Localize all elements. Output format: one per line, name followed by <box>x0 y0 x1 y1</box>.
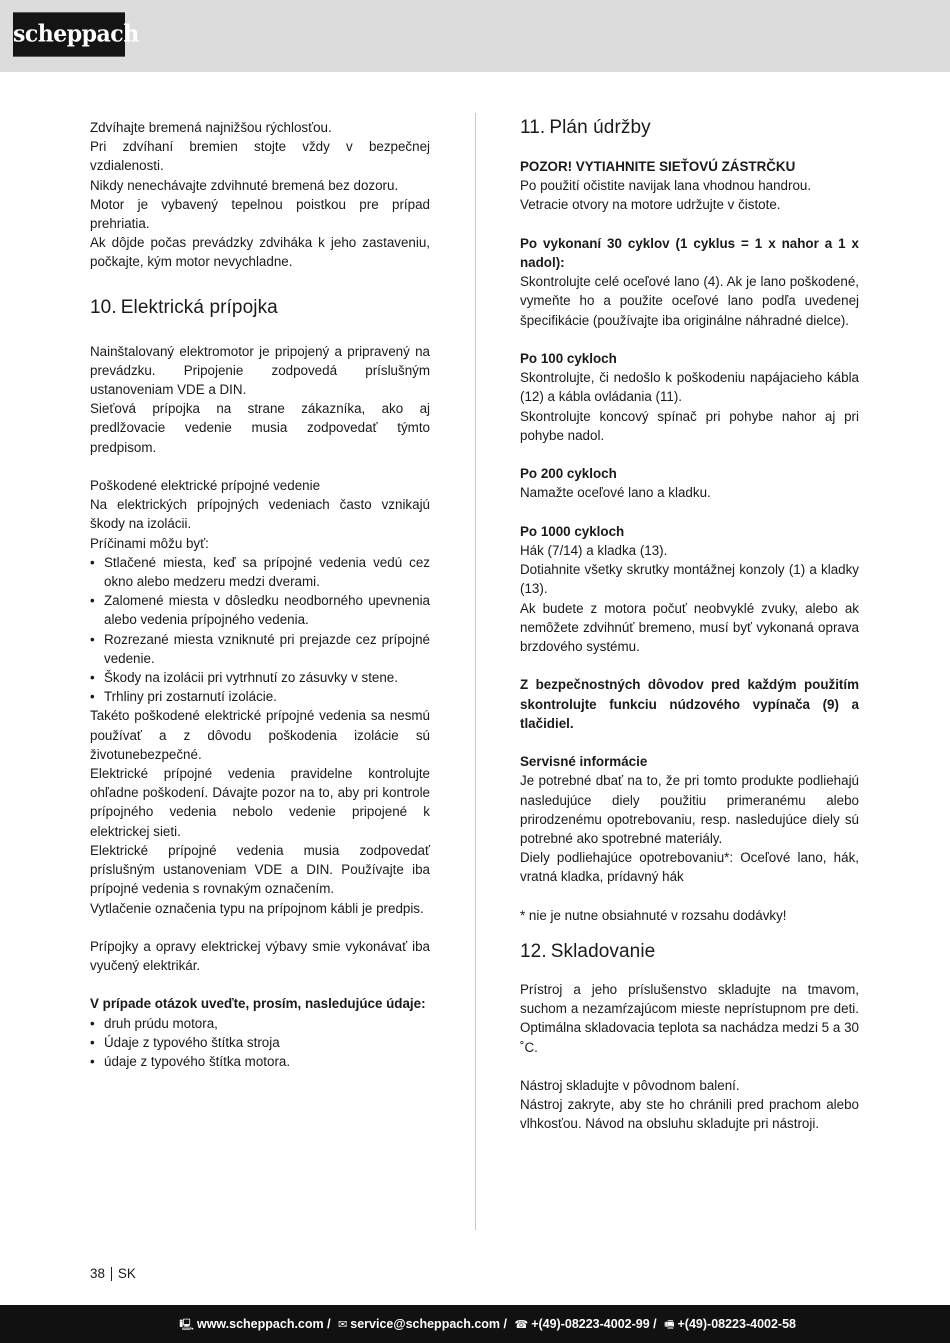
section-number: 12. <box>520 941 547 963</box>
paragraph: Nainštalovaný elektromotor je pripojený a pripravený na prevádzku. Pripojenie zodpovedá príslušným ustanoveniam VDE a DIN. <box>90 343 430 398</box>
section-title: Skladovanie <box>550 941 656 963</box>
page-number <box>90 1265 136 1283</box>
paragraph: Vetracie otvory na motore udržujte v čistote. <box>520 197 781 213</box>
list-item: • Rozrezané miesta vzniknuté pri prejazde cez prípojné vedenie. <box>90 630 430 668</box>
paragraph: Nástroj skladujte v pôvodnom balení. <box>520 1078 740 1094</box>
intro-line: Ak dôjde počas prevádzky zdviháka k jeho zastaveniu, počkajte, kým motor nevychladne. <box>90 235 430 270</box>
list-item: • Škody na izolácii pri vytrhnutí zo zásuvky v stene. <box>90 668 430 687</box>
paragraph: Skontrolujte koncový spínač pri pohybe nahor aj pri pohybe nadol. <box>520 408 859 443</box>
paragraph: Po použití očistite navijak lana vhodnou handrou. <box>520 178 812 194</box>
section-heading-storage <box>520 940 859 964</box>
list-item: • druh prúdu motora, <box>90 1014 430 1033</box>
bold-subheading: Po vykonaní 30 cyklov (1 cyklus = 1 x nahor a 1 x nadol): <box>520 235 859 270</box>
paragraph: Hák (7/14) a kladka (13). <box>520 543 668 558</box>
paragraph: Na elektrických prípojných vedeniach často vznikajú škody na izolácii. <box>90 497 430 532</box>
page-number-value: 38 <box>90 1266 105 1281</box>
section-heading-maintenance <box>520 116 859 140</box>
paragraph: Vytlačenie označenia typu na prípojnom kábli je predpis. <box>90 900 424 916</box>
paragraph: Nástroj zakryte, aby ste ho chránili pred prachom alebo vlhkosťou. Návod na obsluhu skladujte pri nástroji. <box>520 1097 859 1132</box>
section-heading-electrical <box>90 296 430 320</box>
bold-subheading: Servisné informácie <box>520 754 648 770</box>
paragraph: Je potrebné dbať na to, že pri tomto produkte podliehajú nasledujúce diely použitiu primeranému alebo prirodzenému opotrebovaniu, resp. nasledujúce diely sú potrebné ako spotrebné materiály. <box>520 773 859 847</box>
intro-line: Motor je vybavený tepelnou poistkou pre prípad prehriatia. <box>90 196 430 232</box>
paragraph: Skontrolujte celé oceľové lano (4). Ak je lano poškodené, vymeňte ho a použite oceľové lano podľa uvedenej špecifikácie (používajte iba originálne náhradné dielce). <box>520 274 859 328</box>
paragraph: Ak budete z motora počuť neobvyklé zvuky, alebo ak nemôžete zdvihnúť bremeno, musí byť vykonaná oprava brzdového systému. <box>520 600 859 655</box>
paragraph: Dotiahnite všetky skrutky montážnej konzoly (1) a kladky (13). <box>520 562 859 597</box>
footer-phone: +(49)-08223-4002-99 / <box>531 1317 657 1331</box>
paragraph: Prístroj a jeho príslušenstvo skladujte na tmavom, suchom a nezamŕzajúcom mieste neprístupnom pre deti. Optimálna skladovacia teplota sa nachádza medzi 5 a 30 ˚C. <box>520 982 859 1055</box>
right-column <box>520 118 859 1134</box>
paragraph: Sieťová prípojka na strane zákazníka, ako aj predlžovacie vedenie musia zodpovedať týmto predpisom. <box>90 401 430 455</box>
paragraph: Skontrolujte, či nedošlo k poškodeniu napájacieho kábla (12) a kábla ovládania (11). <box>520 370 859 405</box>
footer-website[interactable]: www.scheppach.com / <box>196 1317 331 1331</box>
section-number: 11. <box>520 117 546 138</box>
bold-subheading: Po 1000 cykloch <box>520 523 625 539</box>
list-item: • Zalomené miesta v dôsledku neodborného upevnenia alebo vedenia prípojného vedenia. <box>90 591 430 629</box>
mail-icon: ✉ <box>338 1318 348 1331</box>
footer-email[interactable]: service@scheppach.com / <box>350 1317 507 1331</box>
page-number-separator <box>111 1267 112 1281</box>
list-item: • Údaje z typového štítka stroja <box>90 1033 430 1052</box>
causes-list <box>90 553 430 707</box>
paragraph: Elektrické prípojné vedenia musia zodpovedať príslušným ustanoveniam VDE a DIN. Používajte iba prípojné vedenia s rovnakým označením. <box>90 842 430 897</box>
section-title: Plán údržby <box>549 117 651 138</box>
section-number: 10. <box>90 296 117 318</box>
phone-icon: ☎ <box>514 1318 529 1331</box>
page-header <box>0 0 950 72</box>
footnote: * nie je nutne obsiahnuté v rozsahu dodávky! <box>520 907 787 923</box>
paragraph: Diely podliehajúce opotrebovaniu*: Oceľové lano, hák, vratná kladka, prídavný hák <box>520 850 859 885</box>
safety-note: Z bezpečnostných dôvodov pred každým použitím skontrolujte funkciu núdzového vypínača (9) a tlačidiel. <box>520 677 859 731</box>
list-item: • údaje z typového štítka motora. <box>90 1052 430 1071</box>
footer-fax: +(49)-08223-4002-58 <box>677 1317 796 1331</box>
fax-icon: 🖷 <box>664 1318 675 1331</box>
bold-subheading: V prípade otázok uveďte, prosím, nasledujúce údaje: <box>90 996 426 1012</box>
column-divider <box>475 113 476 1230</box>
intro-line: Zdvíhajte bremená najnižšou rýchlosťou. <box>90 120 332 135</box>
subheading: Poškodené elektrické prípojné vedenie <box>90 478 321 494</box>
questions-list <box>90 1014 430 1072</box>
warning-heading: POZOR! VYTIAHNITE SIEŤOVÚ ZÁSTRČKU <box>520 159 796 174</box>
paragraph: Namažte oceľové lano a kladku. <box>520 485 711 501</box>
left-column <box>90 118 430 1071</box>
paragraph: Príčinami môžu byť: <box>90 535 209 551</box>
bold-subheading: Po 200 cykloch <box>520 466 617 482</box>
intro-line: Pri zdvíhaní bremien stojte vždy v bezpečnej vzdialenosti. <box>90 139 430 174</box>
list-item: • Stlačené miesta, keď sa prípojné vedenia vedú cez okno alebo medzeru medzi dverami. <box>90 553 430 591</box>
brand-logo: scheppach <box>13 12 125 56</box>
paragraph: Prípojky a opravy elektrickej výbavy smie vykonávať iba vyučený elektrikár. <box>90 938 430 974</box>
page-footer <box>0 1305 950 1343</box>
section-title: Elektrická prípojka <box>120 296 278 318</box>
bold-subheading: Po 100 cykloch <box>520 351 617 366</box>
list-item: • Trhliny pri zostarnutí izolácie. <box>90 687 430 706</box>
page-language: SK <box>117 1266 136 1281</box>
paragraph: Takéto poškodené elektrické prípojné vedenia sa nesmú používať a z dôvodu poškodenia izolácie sú životunebezpečné. <box>90 708 430 762</box>
paragraph: Elektrické prípojné vedenia pravidelne kontrolujte ohľadne poškodení. Dávajte pozor na to, aby pri kontrole prípojného vedenia nebolo vedenie pripojené k elektrickej sieti. <box>90 766 430 839</box>
intro-line: Nikdy nenechávajte zdvihnuté bremená bez dozoru. <box>90 177 399 193</box>
monitor-icon: 🖳 <box>179 1318 194 1331</box>
